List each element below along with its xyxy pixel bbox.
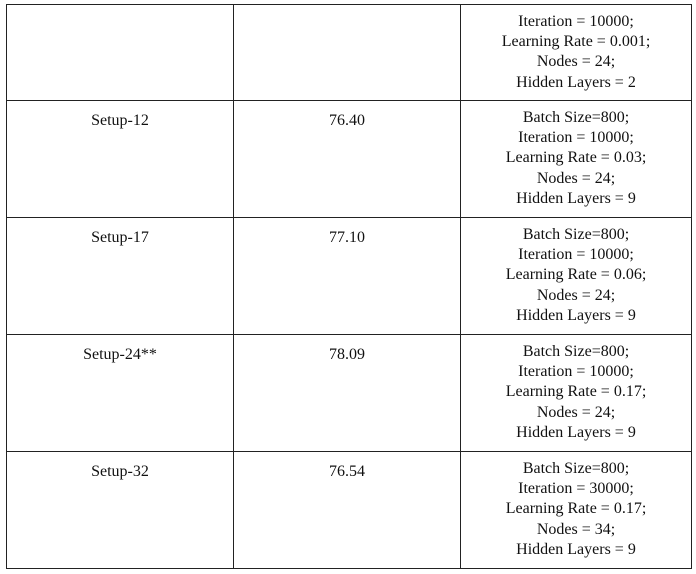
param-line: Batch Size=800; xyxy=(522,460,630,477)
param-line: Hidden Layers = 9 xyxy=(516,189,636,207)
param-line: Iteration = 10000; xyxy=(518,129,634,147)
results-table xyxy=(6,4,692,569)
hyperparameters-cell xyxy=(461,452,692,569)
table-row xyxy=(7,5,692,101)
setup-cell xyxy=(7,5,234,101)
param-line: Learning Rate = 0.17; xyxy=(505,383,647,401)
accuracy-cell: 76.54 xyxy=(234,452,461,569)
param-line: Iteration = 30000; xyxy=(518,480,634,498)
setup-cell: Setup-32 xyxy=(7,452,234,569)
setup-cell: Setup-17 xyxy=(7,218,234,335)
table-row xyxy=(7,101,692,218)
table-row xyxy=(7,452,692,569)
accuracy-cell xyxy=(234,5,461,101)
param-line: Iteration = 10000; xyxy=(518,363,634,381)
param-line: Iteration = 10000; xyxy=(518,246,634,264)
table-row xyxy=(7,218,692,335)
param-line: Learning Rate = 0.06; xyxy=(505,266,647,284)
param-line: Nodes = 24; xyxy=(536,403,616,421)
setup-cell: Setup-12 xyxy=(7,101,234,218)
param-line: Nodes = 24; xyxy=(536,286,616,304)
param-line: Batch Size=800; xyxy=(522,343,630,360)
accuracy-cell: 76.40 xyxy=(234,101,461,218)
hyperparameters-cell xyxy=(461,218,692,335)
param-line: Learning Rate = 0.03; xyxy=(505,149,647,167)
param-line: Nodes = 24; xyxy=(536,169,616,187)
setup-cell: Setup-24** xyxy=(7,335,234,452)
param-line: Hidden Layers = 9 xyxy=(516,423,636,441)
param-line: Nodes = 34; xyxy=(536,520,616,538)
hyperparameters-cell xyxy=(461,101,692,218)
param-line: Iteration = 10000; xyxy=(518,13,634,30)
table-row xyxy=(7,335,692,452)
accuracy-cell: 78.09 xyxy=(234,335,461,452)
param-line: Hidden Layers = 2 xyxy=(516,73,636,91)
param-line: Batch Size=800; xyxy=(522,109,630,126)
param-line: Hidden Layers = 9 xyxy=(516,540,636,558)
accuracy-cell: 77.10 xyxy=(234,218,461,335)
param-line: Learning Rate = 0.001; xyxy=(501,33,651,51)
param-line: Nodes = 24; xyxy=(536,53,616,71)
param-line: Batch Size=800; xyxy=(522,226,630,243)
hyperparameters-cell xyxy=(461,335,692,452)
param-line: Hidden Layers = 9 xyxy=(516,306,636,324)
param-line: Learning Rate = 0.17; xyxy=(505,500,647,518)
hyperparameters-cell xyxy=(461,5,692,101)
